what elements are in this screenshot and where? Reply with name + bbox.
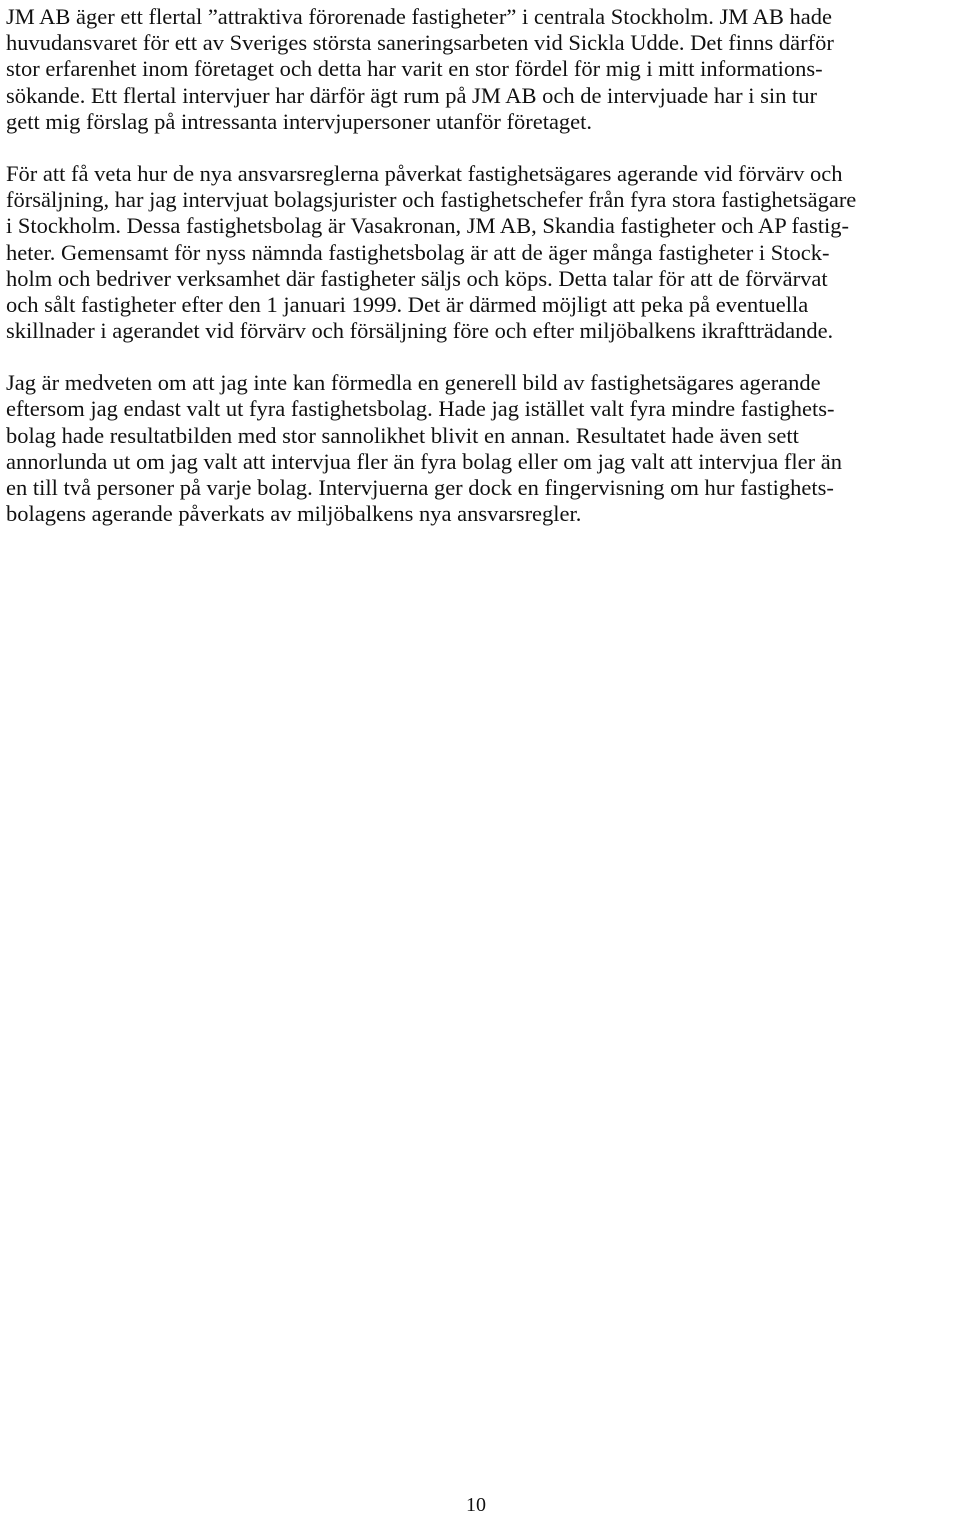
text-line: heter. Gemensamt för nyss nämnda fastighetsbolag är att de äger många fastigheter i Stock- [6, 239, 830, 265]
paragraph-2 [6, 161, 946, 344]
text-line: annorlunda ut om jag valt att intervjua fler än fyra bolag eller om jag valt att intervjua fler än [6, 448, 842, 474]
text-line: sökande. Ett flertal intervjuer har därför ägt rum på JM AB och de intervjuade har i sin tur [6, 82, 817, 108]
text-line: Jag är medveten om att jag inte kan förmedla en generell bild av fastighetsägares agerande [6, 370, 821, 396]
text-line: gett mig förslag på intressanta intervjupersoner utanför företaget. [6, 108, 593, 134]
text-line: holm och bedriver verksamhet där fastigheter säljs och köps. Detta talar för att de förvärvat [6, 265, 828, 291]
text-line: en till två personer på varje bolag. Intervjuerna ger dock en fingervisning om hur fastighets- [6, 475, 834, 500]
text-line: huvudansvaret för ett av Sveriges största saneringsarbeten vid Sickla Udde. Det finns därför [6, 30, 834, 56]
body-text [6, 4, 946, 527]
text-line: försäljning, har jag intervjuat bolagsjurister och fastighetschefer från fyra stora fastighetsägare [6, 187, 857, 213]
text-line: bolagens agerande påverkats av miljöbalkens nya ansvarsregler. [6, 501, 582, 527]
page-number: 10 [466, 1494, 486, 1516]
text-line: JM AB äger ett flertal ”attraktiva förorenade fastigheter” i centrala Stockholm. JM AB hade [6, 4, 832, 29]
text-line: stor erfarenhet inom företaget och detta har varit en stor fördel för mig i mitt informations- [6, 56, 823, 82]
text-line: eftersom jag endast valt ut fyra fastighetsbolag. Hade jag istället valt fyra mindre fastighets- [6, 396, 835, 422]
text-line: skillnader i agerandet vid förvärv och försäljning före och efter miljöbalkens ikraftträdande. [6, 318, 834, 344]
text-line: i Stockholm. Dessa fastighetsbolag är Vasakronan, JM AB, Skandia fastigheter och AP fastig- [6, 213, 849, 239]
paragraph-3 [6, 370, 946, 527]
text-line: För att få veta hur de nya ansvarsreglerna påverkat fastighetsägares agerande vid förvärv och [6, 160, 843, 186]
text-line: bolag hade resultatbilden med stor sannolikhet blivit en annan. Resultatet hade även sett [6, 422, 799, 448]
paragraph-1 [6, 4, 946, 135]
text-line: och sålt fastigheter efter den 1 januari 1999. Det är därmed möjligt att peka på eventuella [6, 291, 809, 317]
